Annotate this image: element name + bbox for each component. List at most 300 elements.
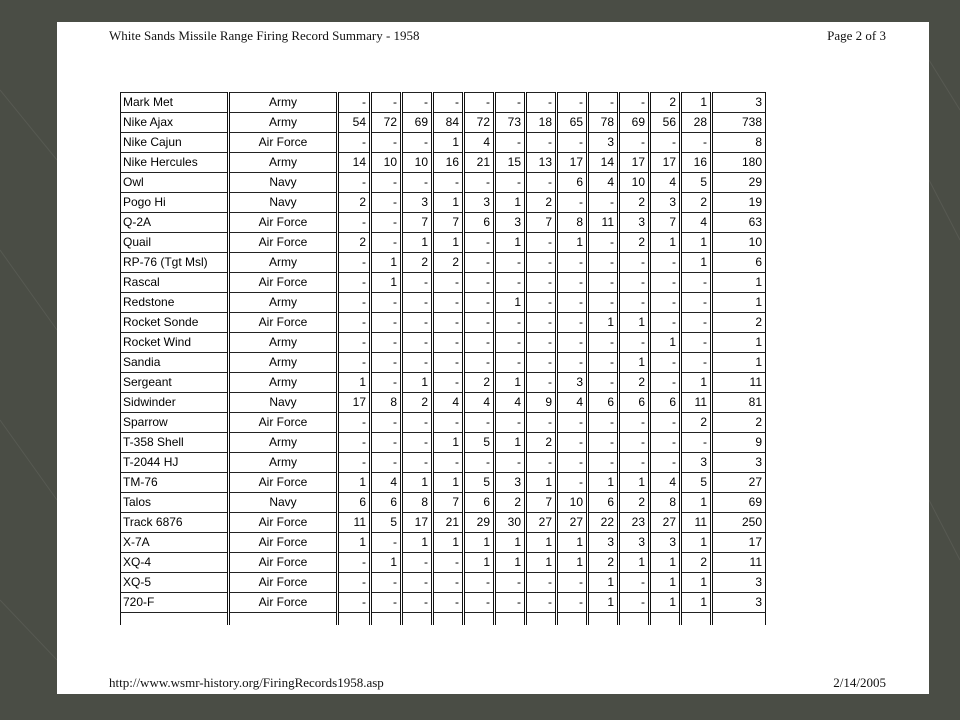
month-value-cell: 5 [464, 433, 495, 453]
table-row [121, 173, 766, 193]
month-value-cell: - [526, 133, 557, 153]
month-value-cell: 1 [650, 333, 681, 353]
month-value-cell: 4 [495, 393, 526, 413]
month-value-cell: 10 [619, 173, 650, 193]
empty-cell [495, 613, 526, 626]
month-value-cell: 3 [588, 133, 619, 153]
table-row [121, 233, 766, 253]
month-value-cell: 2 [681, 553, 712, 573]
month-value-cell: 1 [588, 473, 619, 493]
month-value-cell: - [588, 273, 619, 293]
missile-name-cell: Mark Met [121, 93, 229, 113]
month-value-cell: 18 [526, 113, 557, 133]
month-value-cell: 2 [402, 393, 433, 413]
service-cell: Army [229, 153, 338, 173]
table-row [121, 153, 766, 173]
total-cell: 9 [712, 433, 766, 453]
firing-record-table [120, 92, 766, 625]
empty-cell [433, 613, 464, 626]
month-value-cell: - [371, 373, 402, 393]
total-cell: 11 [712, 553, 766, 573]
month-value-cell: - [464, 413, 495, 433]
month-value-cell: 16 [681, 153, 712, 173]
month-value-cell: 27 [557, 513, 588, 533]
month-value-cell: 7 [526, 213, 557, 233]
month-value-cell: 4 [557, 393, 588, 413]
month-value-cell: 8 [557, 213, 588, 233]
month-value-cell: - [619, 593, 650, 613]
service-cell: Army [229, 453, 338, 473]
month-value-cell: - [619, 93, 650, 113]
month-value-cell: 3 [495, 213, 526, 233]
month-value-cell: - [619, 133, 650, 153]
table-row [121, 113, 766, 133]
service-cell: Air Force [229, 413, 338, 433]
total-cell: 1 [712, 333, 766, 353]
month-value-cell: 1 [464, 553, 495, 573]
service-cell: Air Force [229, 513, 338, 533]
empty-cell [712, 613, 766, 626]
month-value-cell: - [526, 373, 557, 393]
missile-name-cell: Talos [121, 493, 229, 513]
service-cell: Army [229, 113, 338, 133]
month-value-cell: 1 [681, 373, 712, 393]
month-value-cell: 5 [464, 473, 495, 493]
month-value-cell: - [338, 353, 371, 373]
month-value-cell: - [526, 173, 557, 193]
month-value-cell: - [402, 413, 433, 433]
month-value-cell: 6 [619, 393, 650, 413]
month-value-cell: - [338, 593, 371, 613]
service-cell: Air Force [229, 313, 338, 333]
month-value-cell: 1 [526, 533, 557, 553]
month-value-cell: - [402, 593, 433, 613]
month-value-cell: 30 [495, 513, 526, 533]
month-value-cell: - [619, 333, 650, 353]
empty-cell [619, 613, 650, 626]
missile-name-cell: Sergeant [121, 373, 229, 393]
month-value-cell: - [495, 273, 526, 293]
month-value-cell: 2 [338, 193, 371, 213]
month-value-cell: - [464, 333, 495, 353]
month-value-cell: 1 [433, 193, 464, 213]
month-value-cell: - [371, 573, 402, 593]
month-value-cell: 3 [650, 533, 681, 553]
month-value-cell: 6 [650, 393, 681, 413]
month-value-cell: - [619, 293, 650, 313]
month-value-cell: 1 [650, 553, 681, 573]
month-value-cell: - [588, 293, 619, 313]
month-value-cell: - [371, 413, 402, 433]
month-value-cell: - [402, 333, 433, 353]
month-value-cell: 1 [650, 233, 681, 253]
month-value-cell: 21 [464, 153, 495, 173]
total-cell: 27 [712, 473, 766, 493]
month-value-cell: 6 [464, 493, 495, 513]
month-value-cell: 8 [402, 493, 433, 513]
missile-name-cell: RP-76 (Tgt Msl) [121, 253, 229, 273]
month-value-cell: - [495, 593, 526, 613]
month-value-cell: 1 [650, 593, 681, 613]
month-value-cell: 3 [495, 473, 526, 493]
table-row [121, 213, 766, 233]
missile-name-cell: Nike Hercules [121, 153, 229, 173]
empty-cell [588, 613, 619, 626]
month-value-cell: 1 [495, 553, 526, 573]
total-cell: 250 [712, 513, 766, 533]
month-value-cell: 1 [588, 593, 619, 613]
month-value-cell: 10 [402, 153, 433, 173]
service-cell: Air Force [229, 273, 338, 293]
month-value-cell: 29 [464, 513, 495, 533]
month-value-cell: - [433, 593, 464, 613]
month-value-cell: 27 [526, 513, 557, 533]
service-cell: Army [229, 373, 338, 393]
month-value-cell: - [338, 293, 371, 313]
month-value-cell: 1 [681, 93, 712, 113]
month-value-cell: 1 [681, 573, 712, 593]
empty-cell [557, 613, 588, 626]
month-value-cell: - [495, 173, 526, 193]
missile-name-cell: Pogo Hi [121, 193, 229, 213]
month-value-cell: 1 [495, 533, 526, 553]
month-value-cell: 6 [588, 393, 619, 413]
month-value-cell: - [495, 133, 526, 153]
month-value-cell: 73 [495, 113, 526, 133]
month-value-cell: 4 [433, 393, 464, 413]
month-value-cell: 1 [681, 233, 712, 253]
month-value-cell: 2 [402, 253, 433, 273]
empty-cell [121, 613, 229, 626]
month-value-cell: 1 [588, 573, 619, 593]
total-cell: 3 [712, 593, 766, 613]
month-value-cell: 17 [402, 513, 433, 533]
total-cell: 81 [712, 393, 766, 413]
table-row [121, 453, 766, 473]
month-value-cell: 1 [371, 253, 402, 273]
month-value-cell: 3 [464, 193, 495, 213]
table-row [121, 293, 766, 313]
month-value-cell: 1 [495, 433, 526, 453]
month-value-cell: 11 [338, 513, 371, 533]
month-value-cell: 15 [495, 153, 526, 173]
total-cell: 3 [712, 93, 766, 113]
month-value-cell: - [557, 453, 588, 473]
month-value-cell: - [402, 173, 433, 193]
total-cell: 3 [712, 453, 766, 473]
month-value-cell: 23 [619, 513, 650, 533]
month-value-cell: - [464, 353, 495, 373]
month-value-cell: 7 [526, 493, 557, 513]
total-cell: 3 [712, 573, 766, 593]
month-value-cell: - [588, 453, 619, 473]
total-cell: 29 [712, 173, 766, 193]
month-value-cell: - [495, 313, 526, 333]
total-cell: 69 [712, 493, 766, 513]
month-value-cell: - [495, 333, 526, 353]
empty-cell [681, 613, 712, 626]
month-value-cell: - [338, 553, 371, 573]
month-value-cell: 14 [338, 153, 371, 173]
print-date: 2/14/2005 [833, 675, 886, 690]
month-value-cell: - [619, 453, 650, 473]
month-value-cell: - [338, 413, 371, 433]
month-value-cell: 21 [433, 513, 464, 533]
month-value-cell: - [402, 353, 433, 373]
table-row [121, 353, 766, 373]
month-value-cell: - [464, 573, 495, 593]
total-cell: 2 [712, 313, 766, 333]
month-value-cell: - [526, 293, 557, 313]
month-value-cell: 1 [526, 553, 557, 573]
month-value-cell: 1 [433, 233, 464, 253]
month-value-cell: - [588, 413, 619, 433]
month-value-cell: - [526, 233, 557, 253]
missile-name-cell: Nike Cajun [121, 133, 229, 153]
missile-name-cell: Nike Ajax [121, 113, 229, 133]
month-value-cell: 2 [681, 413, 712, 433]
month-value-cell: - [495, 93, 526, 113]
month-value-cell: - [650, 433, 681, 453]
month-value-cell: 8 [371, 393, 402, 413]
month-value-cell: - [681, 273, 712, 293]
month-value-cell: 1 [464, 533, 495, 553]
service-cell: Army [229, 253, 338, 273]
month-value-cell: - [526, 313, 557, 333]
month-value-cell: 1 [681, 593, 712, 613]
month-value-cell: - [495, 253, 526, 273]
month-value-cell: 5 [681, 173, 712, 193]
missile-name-cell: X-7A [121, 533, 229, 553]
month-value-cell: 1 [338, 473, 371, 493]
table-row [121, 273, 766, 293]
month-value-cell: 10 [557, 493, 588, 513]
month-value-cell: - [402, 273, 433, 293]
month-value-cell: 1 [681, 253, 712, 273]
month-value-cell: - [495, 573, 526, 593]
month-value-cell: 1 [338, 533, 371, 553]
month-value-cell: - [433, 353, 464, 373]
table-row [121, 193, 766, 213]
month-value-cell: - [650, 453, 681, 473]
table-row [121, 93, 766, 113]
month-value-cell: 1 [433, 473, 464, 493]
month-value-cell: 6 [557, 173, 588, 193]
month-value-cell: 4 [650, 173, 681, 193]
month-value-cell: - [557, 313, 588, 333]
table-row [121, 473, 766, 493]
month-value-cell: 1 [619, 313, 650, 333]
month-value-cell: - [338, 453, 371, 473]
month-value-cell: 1 [681, 493, 712, 513]
month-value-cell: - [650, 373, 681, 393]
month-value-cell: - [619, 253, 650, 273]
table-row [121, 533, 766, 553]
month-value-cell: 6 [371, 493, 402, 513]
service-cell: Air Force [229, 573, 338, 593]
month-value-cell: 7 [402, 213, 433, 233]
month-value-cell: 2 [619, 493, 650, 513]
month-value-cell: - [371, 213, 402, 233]
total-cell: 11 [712, 373, 766, 393]
month-value-cell: - [371, 353, 402, 373]
month-value-cell: - [681, 293, 712, 313]
month-value-cell: 17 [338, 393, 371, 413]
month-value-cell: - [371, 173, 402, 193]
month-value-cell: 2 [619, 233, 650, 253]
month-value-cell: - [338, 273, 371, 293]
month-value-cell: - [650, 273, 681, 293]
month-value-cell: - [588, 193, 619, 213]
month-value-cell: 1 [433, 533, 464, 553]
month-value-cell: - [402, 453, 433, 473]
month-value-cell: 2 [619, 373, 650, 393]
month-value-cell: 1 [619, 473, 650, 493]
month-value-cell: - [526, 253, 557, 273]
missile-name-cell: T-2044 HJ [121, 453, 229, 473]
month-value-cell: 1 [495, 233, 526, 253]
month-value-cell: - [464, 293, 495, 313]
table-row [121, 413, 766, 433]
total-cell: 1 [712, 293, 766, 313]
missile-name-cell: Q-2A [121, 213, 229, 233]
table-row [121, 133, 766, 153]
missile-name-cell: Track 6876 [121, 513, 229, 533]
table-row [121, 493, 766, 513]
month-value-cell: - [402, 553, 433, 573]
month-value-cell: - [557, 193, 588, 213]
month-value-cell: - [464, 593, 495, 613]
month-value-cell: 16 [433, 153, 464, 173]
month-value-cell: - [557, 133, 588, 153]
table-row [121, 393, 766, 413]
month-value-cell: - [371, 533, 402, 553]
total-cell: 17 [712, 533, 766, 553]
month-value-cell: - [557, 93, 588, 113]
month-value-cell: - [402, 133, 433, 153]
service-cell: Army [229, 93, 338, 113]
month-value-cell: - [557, 593, 588, 613]
month-value-cell: 3 [402, 193, 433, 213]
month-value-cell: 1 [650, 573, 681, 593]
table-row [121, 593, 766, 613]
month-value-cell: - [433, 553, 464, 573]
missile-name-cell: Rascal [121, 273, 229, 293]
month-value-cell: 1 [402, 233, 433, 253]
month-value-cell: 2 [681, 193, 712, 213]
month-value-cell: 1 [338, 373, 371, 393]
month-value-cell: - [557, 253, 588, 273]
month-value-cell: - [433, 333, 464, 353]
service-cell: Air Force [229, 533, 338, 553]
month-value-cell: - [433, 313, 464, 333]
month-value-cell: - [526, 333, 557, 353]
month-value-cell: 10 [371, 153, 402, 173]
month-value-cell: - [371, 313, 402, 333]
month-value-cell: 1 [557, 533, 588, 553]
month-value-cell: 1 [681, 533, 712, 553]
month-value-cell: - [371, 233, 402, 253]
month-value-cell: 28 [681, 113, 712, 133]
month-value-cell: 2 [650, 93, 681, 113]
month-value-cell: 4 [588, 173, 619, 193]
month-value-cell: 1 [371, 273, 402, 293]
empty-cell [338, 613, 371, 626]
missile-name-cell: TM-76 [121, 473, 229, 493]
month-value-cell: 69 [402, 113, 433, 133]
service-cell: Air Force [229, 473, 338, 493]
service-cell: Air Force [229, 233, 338, 253]
service-cell: Navy [229, 493, 338, 513]
total-cell: 19 [712, 193, 766, 213]
total-cell: 738 [712, 113, 766, 133]
month-value-cell: - [495, 453, 526, 473]
missile-name-cell: Sidwinder [121, 393, 229, 413]
total-cell: 8 [712, 133, 766, 153]
month-value-cell: - [371, 433, 402, 453]
total-cell: 2 [712, 413, 766, 433]
month-value-cell: 11 [681, 513, 712, 533]
table-row [121, 433, 766, 453]
month-value-cell: - [650, 353, 681, 373]
month-value-cell: 65 [557, 113, 588, 133]
month-value-cell: 11 [681, 393, 712, 413]
month-value-cell: - [338, 573, 371, 593]
month-value-cell: 13 [526, 153, 557, 173]
month-value-cell: 27 [650, 513, 681, 533]
month-value-cell: - [650, 133, 681, 153]
month-value-cell: 7 [433, 493, 464, 513]
table-row [121, 253, 766, 273]
service-cell: Army [229, 353, 338, 373]
month-value-cell: 4 [464, 133, 495, 153]
month-value-cell: 8 [650, 493, 681, 513]
month-value-cell: 1 [619, 553, 650, 573]
month-value-cell: 3 [557, 373, 588, 393]
total-cell: 6 [712, 253, 766, 273]
month-value-cell: 1 [402, 533, 433, 553]
month-value-cell: - [371, 333, 402, 353]
month-value-cell: - [371, 293, 402, 313]
month-value-cell: 9 [526, 393, 557, 413]
month-value-cell: - [557, 273, 588, 293]
month-value-cell: - [526, 593, 557, 613]
month-value-cell: - [619, 413, 650, 433]
empty-cell [402, 613, 433, 626]
month-value-cell: - [338, 433, 371, 453]
service-cell: Navy [229, 193, 338, 213]
month-value-cell: - [464, 453, 495, 473]
missile-name-cell: Redstone [121, 293, 229, 313]
month-value-cell: - [526, 413, 557, 433]
month-value-cell: 84 [433, 113, 464, 133]
month-value-cell: - [526, 573, 557, 593]
month-value-cell: - [681, 313, 712, 333]
month-value-cell: - [681, 333, 712, 353]
table-row [121, 373, 766, 393]
month-value-cell: 17 [619, 153, 650, 173]
month-value-cell: - [619, 273, 650, 293]
table-row [121, 313, 766, 333]
missile-name-cell: Sandia [121, 353, 229, 373]
month-value-cell: - [557, 573, 588, 593]
empty-cell [464, 613, 495, 626]
month-value-cell: 4 [681, 213, 712, 233]
month-value-cell: - [495, 413, 526, 433]
month-value-cell: - [433, 573, 464, 593]
month-value-cell: 4 [464, 393, 495, 413]
month-value-cell: 78 [588, 113, 619, 133]
